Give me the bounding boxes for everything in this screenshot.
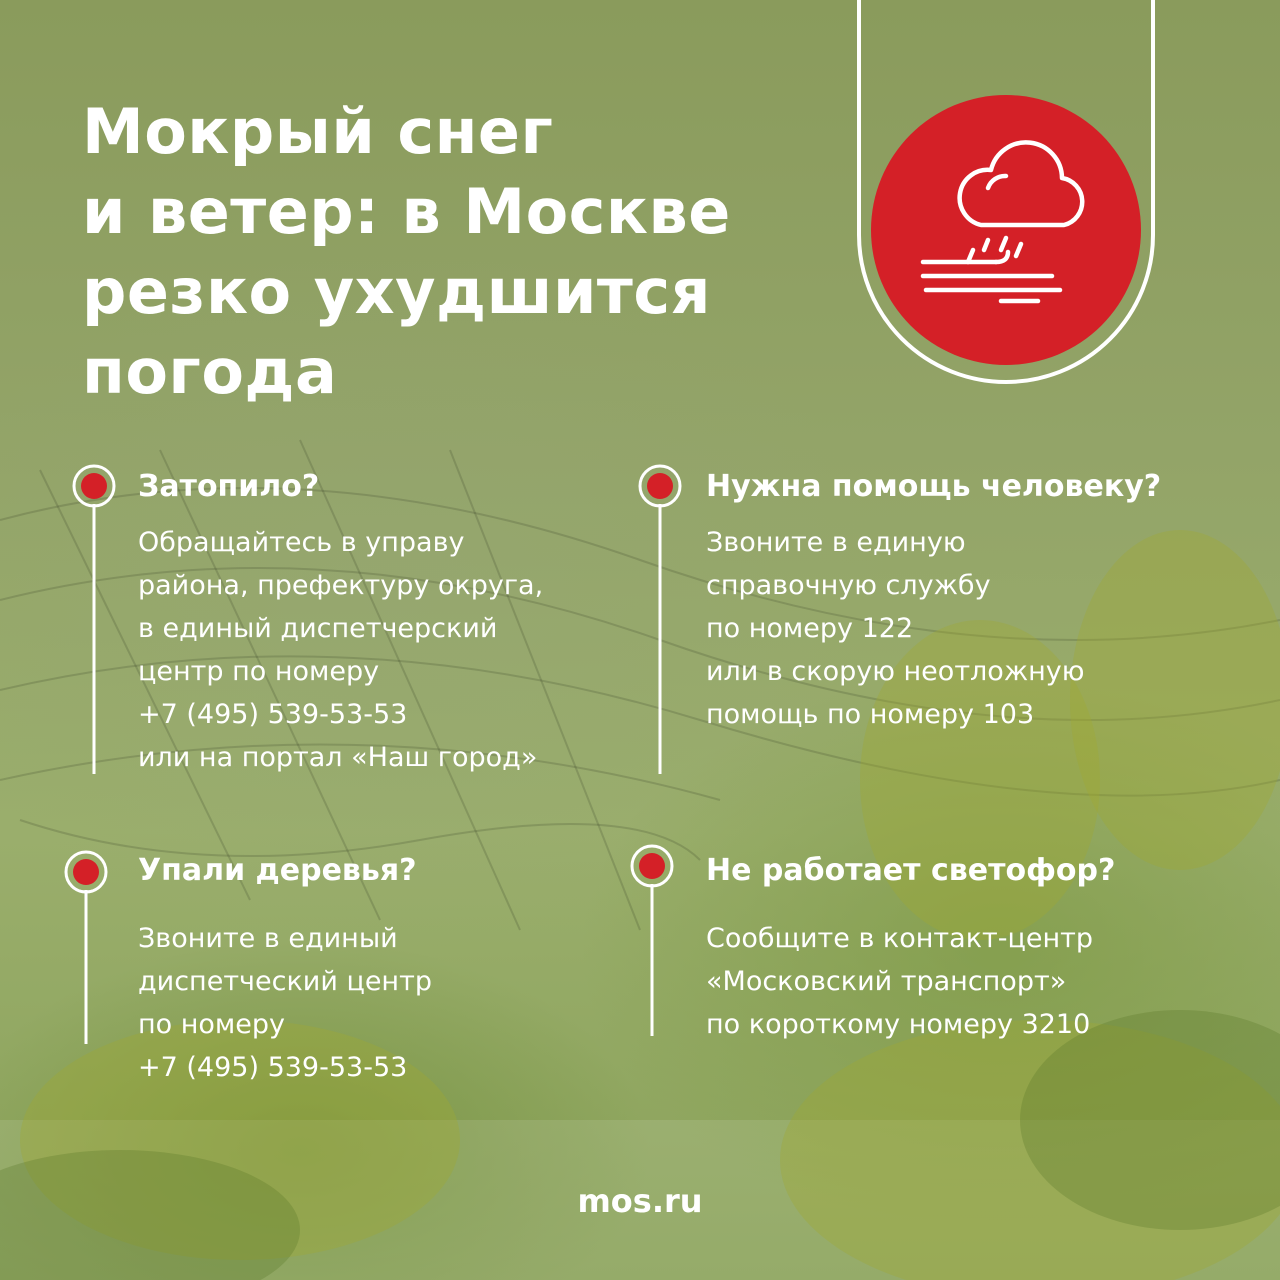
card-title: Нужна помощь человеку?: [706, 469, 1162, 504]
title-line-1: Мокрый снег: [82, 95, 554, 168]
card-line: +7 (495) 539-53-53: [138, 699, 408, 730]
card-line: центр по номеру: [138, 656, 380, 687]
card-line: диспетческий центр: [138, 966, 432, 997]
card-title: Упали деревья?: [138, 853, 417, 888]
card-line: Звоните в единую: [706, 527, 966, 558]
card-line: помощь по номеру 103: [706, 699, 1035, 730]
card-line: «Московский транспорт»: [706, 966, 1067, 997]
card-title: Затопило?: [138, 469, 320, 504]
card-line: Сообщите в контакт-центр: [706, 923, 1093, 954]
card-line: или на портал «Наш город»: [138, 742, 538, 773]
card-line: по номеру: [138, 1009, 286, 1040]
card-line: района, префектуру округа,: [138, 570, 544, 601]
card-body: [138, 917, 432, 1089]
card-line: по номеру 122: [706, 613, 914, 644]
card-line: в единый диспетчерский: [138, 613, 498, 644]
card-body: [706, 917, 1093, 1046]
title-line-4: погода: [82, 335, 338, 408]
title-line-2: и ветер: в Москве: [82, 175, 731, 248]
card-line: Звоните в единый: [138, 923, 398, 954]
page-title: [82, 92, 731, 412]
timeline-marker: [70, 462, 118, 778]
timeline-marker: [62, 848, 110, 1048]
card-line: по короткому номеру 3210: [706, 1009, 1091, 1040]
card-line: +7 (495) 539-53-53: [138, 1052, 408, 1083]
card-line: или в скорую неотложную: [706, 656, 1085, 687]
footer-site-name[interactable]: mos.ru: [577, 1182, 703, 1220]
card-body: [138, 521, 543, 779]
card-title: Не работает светофор?: [706, 853, 1116, 888]
card-body: [706, 521, 1085, 736]
timeline-marker: [636, 462, 684, 778]
timeline-marker: [628, 842, 676, 1040]
title-line-3: резко ухудшится: [82, 255, 711, 328]
card-line: справочную службу: [706, 570, 991, 601]
weather-badge: [856, 0, 1156, 384]
card-line: Обращайтесь в управу: [138, 527, 465, 558]
